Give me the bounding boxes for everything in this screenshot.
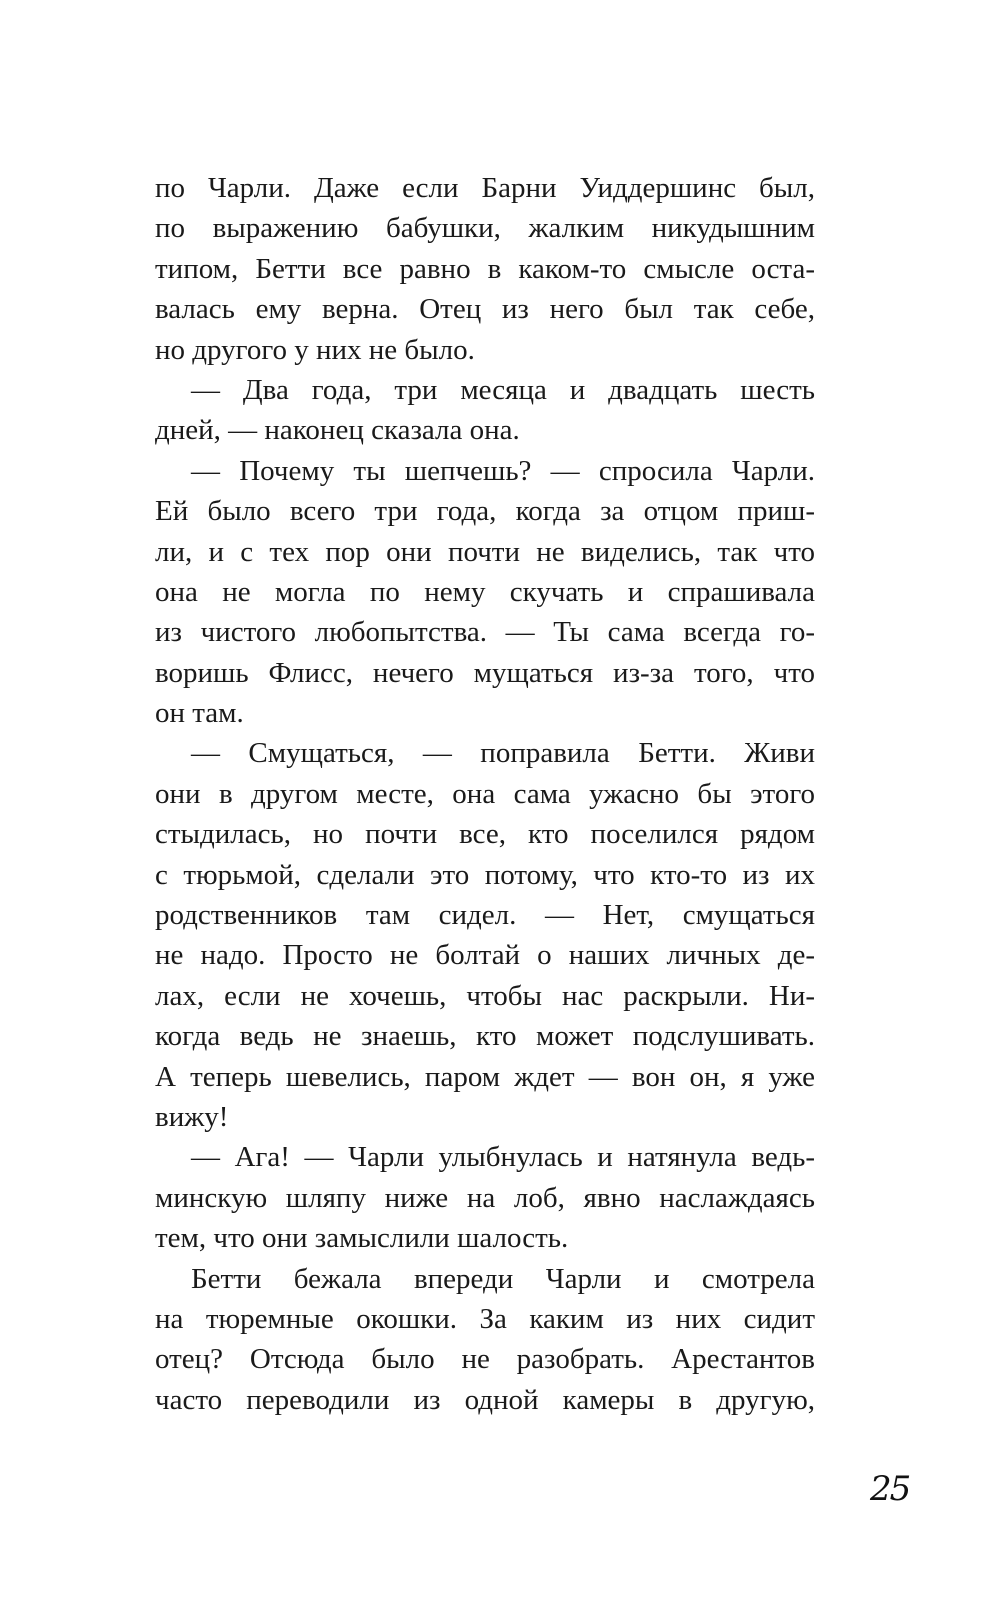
text-line: отец? Отсюда было не разобрать. Арестантов [155, 1343, 815, 1376]
text-line: на тюремные окошки. За каким из них сидит [155, 1302, 815, 1335]
text-line: часто переводили из одной камеры в другую, [155, 1383, 815, 1416]
text-line: когда ведь не знаешь, кто может подслушивать. [155, 1020, 815, 1053]
text-line: она не могла по нему скучать и спрашивала [155, 575, 815, 608]
text-line: вижу! [155, 1100, 229, 1133]
text-line: по выражению бабушки, жалким никудышним [155, 212, 815, 245]
page-number: 25 [870, 1469, 910, 1509]
text-line: — Два года, три месяца и двадцать шесть [191, 373, 815, 406]
text-line: А теперь шевелись, паром ждет — вон он, я уже [155, 1060, 815, 1093]
text-line: из чистого любопытства. — Ты сама всегда го- [155, 616, 815, 649]
text-line: но другого у них не было. [155, 333, 475, 366]
text-line: дней, — наконец сказала она. [155, 414, 520, 447]
text-line: стыдилась, но почти все, кто поселился рядом [155, 818, 815, 851]
text-line: они в другом месте, она сама ужасно бы этого [155, 777, 815, 810]
text-line: типом, Бетти все равно в каком-то смысле оста- [155, 252, 815, 285]
text-line: — Смущаться, — поправила Бетти. Живи [191, 737, 815, 770]
text-line: воришь Флисс, нечего мущаться из-за того, что [155, 656, 815, 689]
text-line: родственников там сидел. — Нет, смущаться [155, 899, 815, 932]
text-line: — Ага! — Чарли улыбнулась и натянула ведь- [191, 1141, 815, 1174]
text-line: по Чарли. Даже если Барни Уиддершинс был, [155, 172, 815, 204]
text-line: Ей было всего три года, когда за отцом приш- [155, 495, 815, 528]
text-line: Бетти бежала впереди Чарли и смотрела [191, 1262, 815, 1295]
text-line: лах, если не хочешь, чтобы нас раскрыли. Ни- [155, 979, 815, 1012]
text-line: с тюрьмой, сделали это потому, что кто-то из их [155, 858, 815, 891]
text-line: минскую шляпу ниже на лоб, явно наслаждаясь [155, 1181, 815, 1214]
text-line: не надо. Просто не болтай о наших личных де- [155, 939, 815, 972]
text-line: — Почему ты шепчешь? — спросила Чарли. [191, 454, 815, 487]
text-line: он там. [155, 697, 244, 730]
text-line: тем, что они замыслили шалость. [155, 1222, 569, 1255]
text-line: ли, и с тех пор они почти не виделись, так что [155, 535, 815, 568]
body-text [155, 168, 815, 1420]
text-line: валась ему верна. Отец из него был так себе, [155, 293, 815, 326]
